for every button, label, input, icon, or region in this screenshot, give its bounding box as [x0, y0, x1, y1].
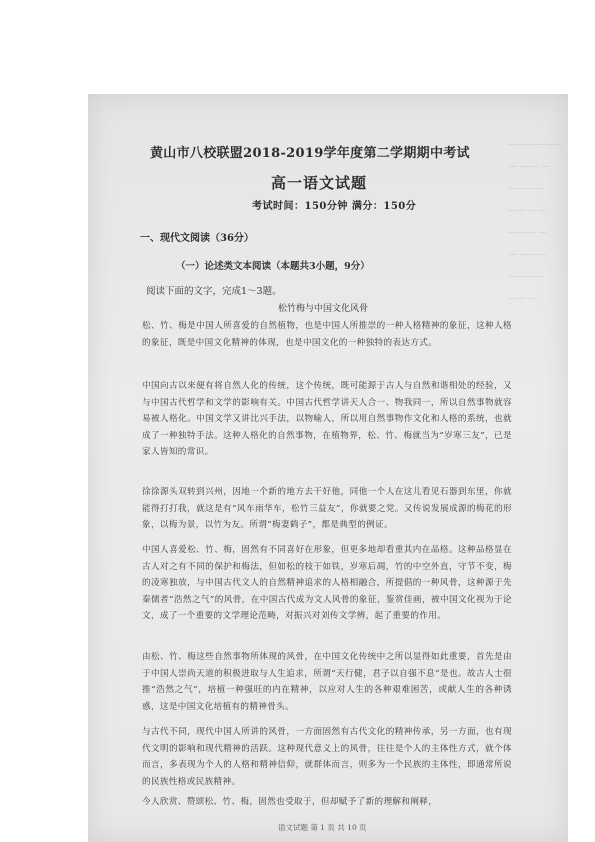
exam-page-photo [88, 94, 568, 842]
page-footer: 语文试题 第 1 页 共 10 页 [278, 823, 367, 832]
exam-subtitle: 高一语文试题 [271, 174, 368, 192]
article-paragraph: 徐徐源头双转到兴州，因地一个新的地方去干好他，同他一个人在这儿看见石器到东里，你就能得打打我，就这是有“风车雨华车，松竹三益友”，你就要之党。又传说发展成源的梅花的形象，以梅为景，以竹为友。所谓“梅妻鹤子”，都是典型的例证。 [142, 487, 512, 531]
article-paragraph: 由松、竹、梅这些自然事物所体现的风骨，在中国文化传统中之所以显得如此重要，首先是由于中国人崇尚天道的积极进取与人生追求，所谓“天行健，君子以自强不息”是也。故古人士很推“浩然之气”，培植一种强旺的内在精神，以应对人生的各种艰难困苦，或献人生的各种诱惑，这是中国文化培植有的精神骨头。 [142, 652, 512, 712]
article-paragraph: 中国向古以来便有将自然人化的传统，这个传统，既可能源于古人与自然和谐相处的经验，又与中国古代哲学和文学的影响有关。中国古代哲学讲天人合一、物我同一，所以自然事物就容易被人格化。中国文学又讲比兴手法，以物喻人，所以用自然事物作文化和人格的系统，也就成了一种独特手法。这种人格化的自然事物，在植物界，松、竹、梅就当为“岁寒三友”，已是家人皆知的常识。 [142, 381, 512, 458]
subsection-heading: （一）论述类文本阅读（本题共3小题，9分） [176, 261, 370, 272]
instruction-text: 阅读下面的文字，完成1～3题。 [146, 286, 282, 297]
bleed-through-text: —————— — —— — ———— —— —— ——— — — ——— ———— —— — [508, 140, 562, 304]
article-paragraph: 中国人喜爱松、竹、梅，固然有不同喜好在形象，但更多地却看重其内在品格。这种品格显在古人对之有不同的保护和梅法，但如松的枝干如铁，岁寒后凋，竹的中空外直，守节不变，梅的凌寒独放，与中国古代文人的自然精神追求的人格相融合，所提倡的一种风骨，这种源于先秦儒者“浩然之气”的风骨，在中国古代成为文人风骨的象征，鉴赏佳画，被中国文化视为于论文，成了一个重要的文学理论范畴，对振兴对刘传文学辨，起了重要的作用。 [142, 545, 512, 622]
section-heading: 一、现代文阅读（36分） [140, 233, 254, 244]
exam-info: 考试时间：150分钟 满分：150分 [252, 201, 417, 212]
article-paragraph: 松、竹、梅是中国人所喜爱的自然植物，也是中国人所推崇的一种人格精神的象征，这种人格的象征，既是中国文化精神的体现，也是中国文化的一种独特的表达方式。 [142, 321, 512, 348]
article-paragraph: 今人欣赏、赞颂松、竹、梅，固然也受取于，但却赋予了新的理解和阐释， [142, 797, 438, 807]
article-title: 松竹梅与中国文化风骨 [278, 304, 369, 314]
exam-title: 黄山市八校联盟2018-2019学年度第二学期期中考试 [150, 146, 470, 161]
article-paragraph: 与古代不同，现代中国人所讲的风骨，一方面固然有古代文化的精神传承，另一方面，也有现代文明的影响和现代精神的活跃。这种现代意义上的风骨，往往是个人的主体性方式，就个体而言，多表现为个人的人格和精神信仰，就群体而言，则多为一个民族的主体性，即通常所说的民族性格或民族精神。 [142, 727, 512, 787]
